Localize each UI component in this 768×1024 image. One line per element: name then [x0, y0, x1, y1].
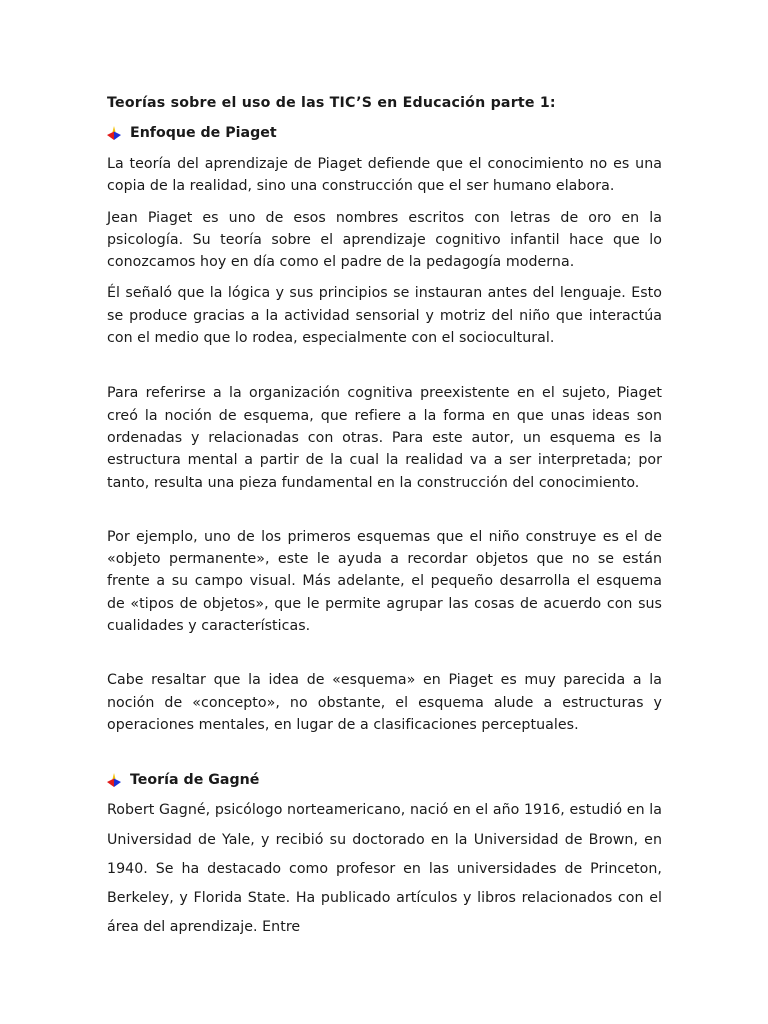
paragraph: Para referirse a la organización cognitiva preexistente en el sujeto, Piaget creó la noción de esquema, que refiere a la forma en que unas ideas son ordenadas y relacionadas con otras. Para este autor, un esquema es la estructura mental a partir de la cual la realidad va a ser interpretada; por tanto, resulta una pieza fundamental en la construcción del conocimiento.: [107, 385, 662, 491]
paragraph: Por ejemplo, uno de los primeros esquemas que el niño construye es el de «objeto permanente», este le ayuda a recordar objetos que no se están frente a su campo visual. Más adelante, el pequeño desarrolla el esquema de «tipos de objetos», que le permite agrupar las cosas de acuerdo con sus cualidades y características.: [107, 528, 662, 635]
section-heading-gagne: [107, 771, 662, 789]
section-heading-piaget: [107, 124, 662, 142]
paragraph: La teoría del aprendizaje de Piaget defiende que el conocimiento no es una copia de la realidad, sino una construcción que el ser humano elabora.: [107, 156, 662, 195]
section-heading-text: Teoría de Gagné: [130, 772, 260, 789]
section-heading-text: Enfoque de Piaget: [130, 125, 277, 141]
paragraph: Cabe resaltar que la idea de «esquema» en Piaget es muy parecida a la noción de «concepto», no obstante, el esquema alude a estructuras y operaciones mentales, en lugar de a clasificaciones perceptuales.: [107, 672, 662, 733]
paragraph: Robert Gagné, psicólogo norteamericano, nació en el año 1916, estudió en la Universidad de Yale, y recibió su doctorado en la Universidad de Brown, en 1940. Se ha destacado como profesor en las universidades de Princeton, Berkeley, y Florida State. Ha publicado artículos y libros relacionados con el área del aprendizaje. Entre: [107, 802, 662, 936]
paragraph: Jean Piaget es uno de esos nombres escritos con letras de oro en la psicología. Su teoría sobre el aprendizaje cognitivo infantil hace que lo conozcamos hoy en día como el padre de la pedagogía moderna.: [107, 209, 662, 271]
bullet-arrow-icon: [107, 126, 121, 140]
bullet-arrow-icon: [107, 773, 121, 787]
paragraph: Él señaló que la lógica y sus principios se instauran antes del lenguaje. Esto se produce gracias a la actividad sensorial y motriz del niño que interactúa con el medio que lo rodea, especialmente con el sociocultural.: [107, 285, 662, 347]
document-title: Teorías sobre el uso de las TIC’S en Educación parte 1:: [107, 95, 556, 111]
